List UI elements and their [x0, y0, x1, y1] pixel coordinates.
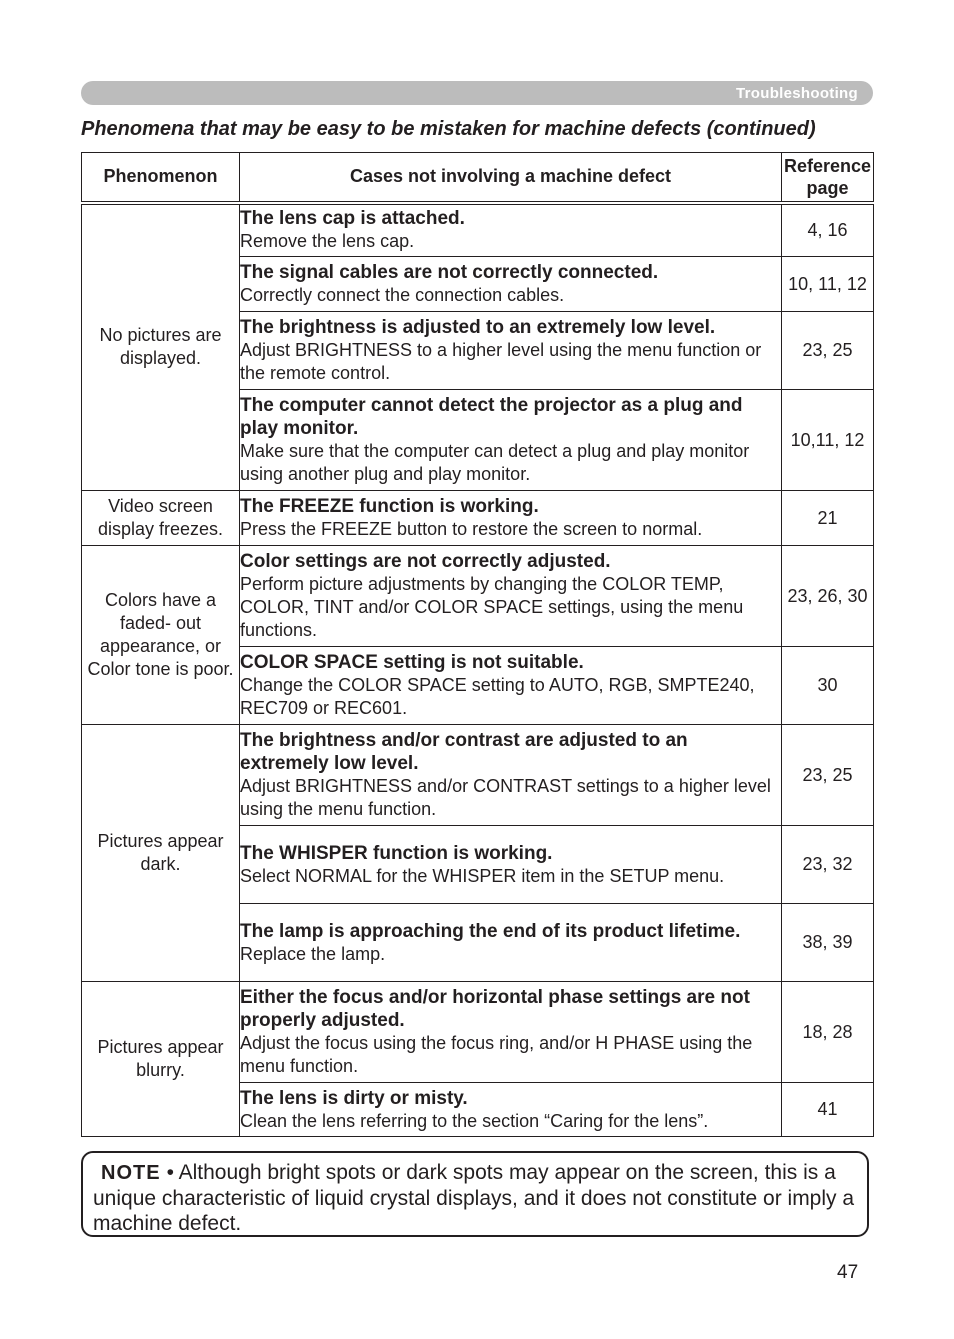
remedy-text: Change the COLOR SPACE setting to AUTO, RGB, SMPTE240, REC709 or REC601. [240, 675, 755, 718]
remedy-text: Perform picture adjustments by changing the COLOR TEMP, COLOR, TINT and/or COLOR SPACE settings, using the menu functions. [240, 574, 744, 640]
remedy-text: Adjust BRIGHTNESS and/or CONTRAST settings to a higher level using the menu function. [240, 776, 771, 819]
remedy-text: Replace the lamp. [240, 943, 386, 964]
section-header-bar [81, 81, 873, 105]
reference-cell: 10,11, 12 [782, 390, 874, 491]
case-cell [240, 647, 782, 725]
cause-text: The FREEZE function is working. [240, 496, 539, 517]
remedy-text: Clean the lens referring to the section “Caring for the lens”. [240, 1110, 709, 1131]
case-cell [240, 390, 782, 491]
table-row [82, 546, 874, 647]
cause-text: The lens is dirty or misty. [240, 1087, 468, 1109]
cause-text: The brightness is adjusted to an extremely low level. [240, 317, 716, 338]
cause-text: Either the focus and/or horizontal phase settings are not properly adjusted. [240, 987, 750, 1031]
cause-text: The brightness and/or contrast are adjusted to an extremely low level. [240, 730, 688, 774]
cause-text: The computer cannot detect the projector as a plug and play monitor. [240, 395, 743, 439]
table-row [82, 491, 874, 546]
cause-text: The WHISPER function is working. [240, 842, 553, 864]
case-cell [240, 203, 782, 257]
case-cell [240, 1083, 782, 1137]
note-label: NOTE [101, 1162, 161, 1184]
phenomenon-cell: Pictures appear dark. [82, 725, 240, 982]
case-cell [240, 257, 782, 312]
troubleshooting-table [81, 152, 874, 1137]
remedy-text: Make sure that the computer can detect a plug and play monitor using another plug and play monitor. [240, 441, 750, 484]
reference-cell: 18, 28 [782, 982, 874, 1083]
reference-cell: 38, 39 [782, 904, 874, 982]
reference-cell: 23, 25 [782, 312, 874, 390]
case-cell [240, 546, 782, 647]
reference-cell: 23, 25 [782, 725, 874, 826]
cause-text: The lens cap is attached. [240, 208, 465, 230]
reference-cell: 4, 16 [782, 203, 874, 257]
remedy-text: Press the FREEZE button to restore the screen to normal. [240, 519, 703, 539]
header-reference-page: Reference page [782, 153, 874, 203]
page-number: 47 [837, 1262, 859, 1283]
cause-text: The lamp is approaching the end of its product lifetime. [240, 920, 741, 942]
phenomenon-cell: Pictures appear blurry. [82, 982, 240, 1137]
phenomenon-cell: No pictures are displayed. [82, 203, 240, 491]
remedy-text: Adjust BRIGHTNESS to a higher level using the menu function or the remote control. [240, 340, 762, 383]
remedy-text: Correctly connect the connection cables. [240, 285, 565, 305]
phenomenon-cell: Video screen display freezes. [82, 491, 240, 546]
remedy-text: Remove the lens cap. [240, 231, 415, 252]
case-cell [240, 725, 782, 826]
header-phenomenon: Phenomenon [82, 153, 240, 203]
section-title: Troubleshooting [736, 85, 858, 102]
cause-text: COLOR SPACE setting is not suitable. [240, 652, 584, 673]
table-row [82, 203, 874, 257]
reference-cell: 21 [782, 491, 874, 546]
case-cell [240, 904, 782, 982]
note-text: • Although bright spots or dark spots may appear on the screen, this is a unique characteristic of liquid crystal displays, and it does not constitute or imply a machine defect. [93, 1161, 855, 1235]
case-cell [240, 491, 782, 546]
reference-cell: 30 [782, 647, 874, 725]
table-row [82, 982, 874, 1083]
table-row [82, 725, 874, 826]
page-heading: Phenomena that may be easy to be mistaken for machine defects (continued) [81, 118, 816, 140]
table-header-row [82, 153, 874, 203]
phenomenon-cell: Colors have a faded- out appearance, or Color tone is poor. [82, 546, 240, 725]
case-cell [240, 982, 782, 1083]
remedy-text: Adjust the focus using the focus ring, and/or H PHASE using the menu function. [240, 1033, 753, 1076]
case-cell [240, 826, 782, 904]
reference-cell: 23, 32 [782, 826, 874, 904]
cause-text: Color settings are not correctly adjusted. [240, 551, 611, 572]
remedy-text: Select NORMAL for the WHISPER item in the SETUP menu. [240, 865, 725, 886]
reference-cell: 41 [782, 1083, 874, 1137]
reference-cell: 10, 11, 12 [782, 257, 874, 312]
header-cases: Cases not involving a machine defect [240, 153, 782, 203]
case-cell [240, 312, 782, 390]
reference-cell: 23, 26, 30 [782, 546, 874, 647]
cause-text: The signal cables are not correctly connected. [240, 262, 659, 283]
note-box [81, 1151, 869, 1237]
